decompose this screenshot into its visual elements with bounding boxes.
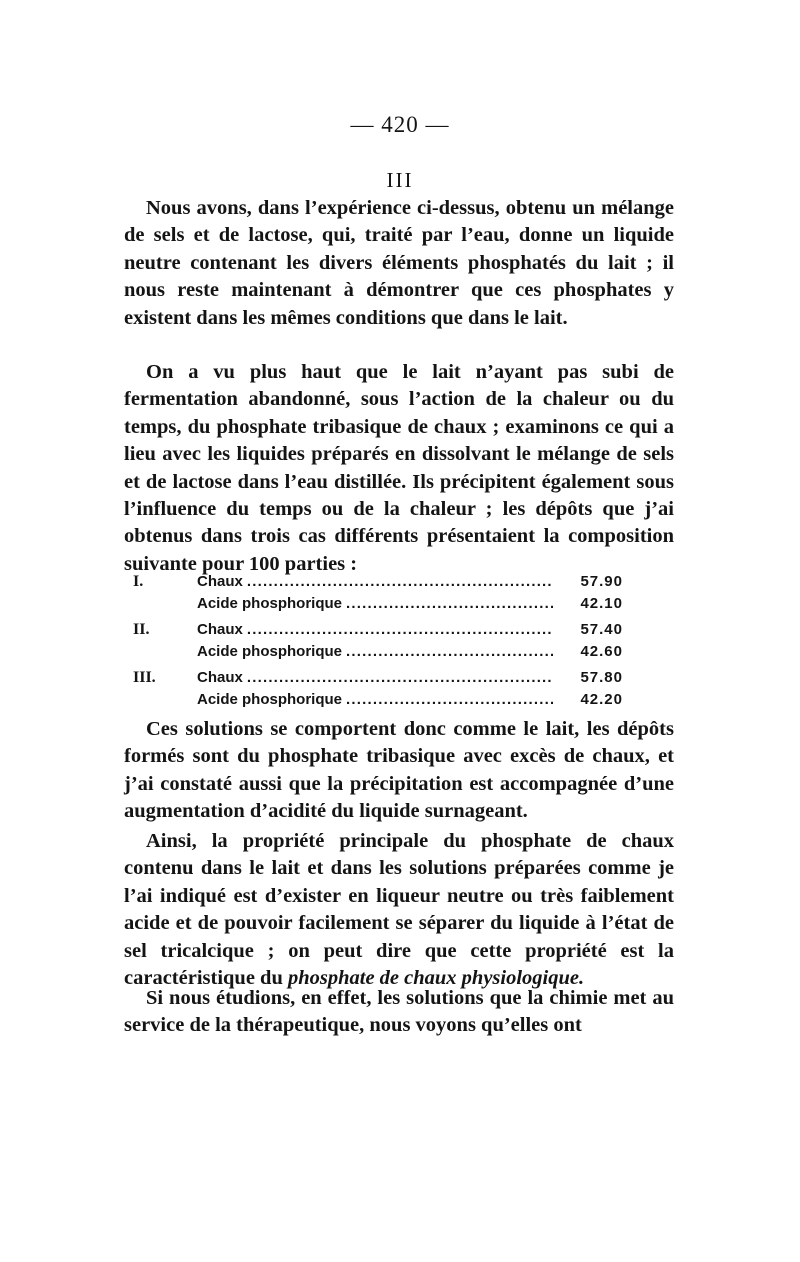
composition-table [133, 573, 623, 717]
paragraph-4-text: Ainsi, la propriété principale du phosphate de chaux contenu dans le lait et dans les solutions préparées comme je l’ai indiqué est d’exister en liqueur neutre ou très faiblement acide et de pouvoir facilement se séparer du liquide à l’état de sel tricalcique ; on peut dire que cette propriété est la caractéristique du [124, 830, 674, 990]
composition-row [133, 621, 623, 643]
row-label: Acide phosphorique [197, 643, 343, 660]
row-value: 42.10 [580, 595, 623, 612]
paragraph-2-block [124, 359, 674, 578]
row-label: Acide phosphorique [197, 595, 343, 612]
row-value: 42.20 [580, 691, 623, 708]
composition-row [133, 643, 623, 665]
row-value: 57.40 [580, 621, 623, 638]
paragraph-5-block [124, 985, 674, 1040]
emphasis-phosphate-physiologique: phosphate de chaux physiologique. [287, 967, 585, 990]
row-label: Chaux [197, 669, 243, 686]
composition-entry-2 [133, 621, 623, 665]
paragraph-5: Si nous étudions, en effet, les solutions que la chimie met au service de la thérapeutique, nous voyons qu’elles ont [124, 987, 674, 1037]
composition-row [133, 691, 623, 713]
dot-leader [346, 691, 553, 708]
row-label: Acide phosphorique [197, 691, 343, 708]
page-number: — 420 — [350, 112, 450, 137]
paragraph-3-block [124, 716, 674, 826]
paragraph-4 [124, 828, 674, 992]
row-value: 57.90 [580, 573, 623, 590]
entry-numeral: II. [133, 621, 150, 638]
dot-leader [247, 573, 553, 590]
composition-row [133, 595, 623, 617]
row-value: 57.80 [580, 669, 623, 686]
paragraph-2: On a vu plus haut que le lait n’ayant pas subi de fermentation abandonné, sous l’action de la chaleur ou du temps, du phosphate tribasique de chaux ; examinons ce qui a lieu avec les liquides préparés en dissolvant le mélange de sels et de lactose dans l’eau distillée. Ils précipitent également sous l’influence du temps ou de la chaleur ; les dépôts que j’ai obtenus dans trois cas différents présentaient la composition suivante pour 100 parties : [124, 361, 674, 575]
entry-numeral: I. [133, 573, 144, 590]
dot-leader [346, 643, 553, 660]
dot-leader [247, 621, 553, 638]
paragraph-4-block [124, 828, 674, 992]
entry-numeral: III. [133, 669, 156, 686]
dot-leader [346, 595, 553, 612]
row-value: 42.60 [580, 643, 623, 660]
paragraph-1-block [124, 195, 674, 332]
paragraph-1: Nous avons, dans l’expérience ci-dessus, obtenu un mélange de sels et de lactose, qui, traité par l’eau, donne un liquide neutre contenant les divers éléments phosphatés du lait ; il nous reste maintenant à démontrer que ces phosphates y existent dans les mêmes conditions que dans le lait. [124, 197, 674, 329]
paragraph-3: Ces solutions se comportent donc comme le lait, les dépôts formés sont du phosphate tribasique avec excès de chaux, et j’ai constaté aussi que la précipitation est accompagnée d’une augmentation d’acidité du liquide surnageant. [124, 718, 674, 823]
composition-row [133, 669, 623, 691]
row-label: Chaux [197, 573, 243, 590]
composition-row [133, 573, 623, 595]
composition-entry-3 [133, 669, 623, 713]
section-heading: III [386, 168, 414, 192]
row-label: Chaux [197, 621, 243, 638]
composition-entry-1 [133, 573, 623, 617]
dot-leader [247, 669, 553, 686]
